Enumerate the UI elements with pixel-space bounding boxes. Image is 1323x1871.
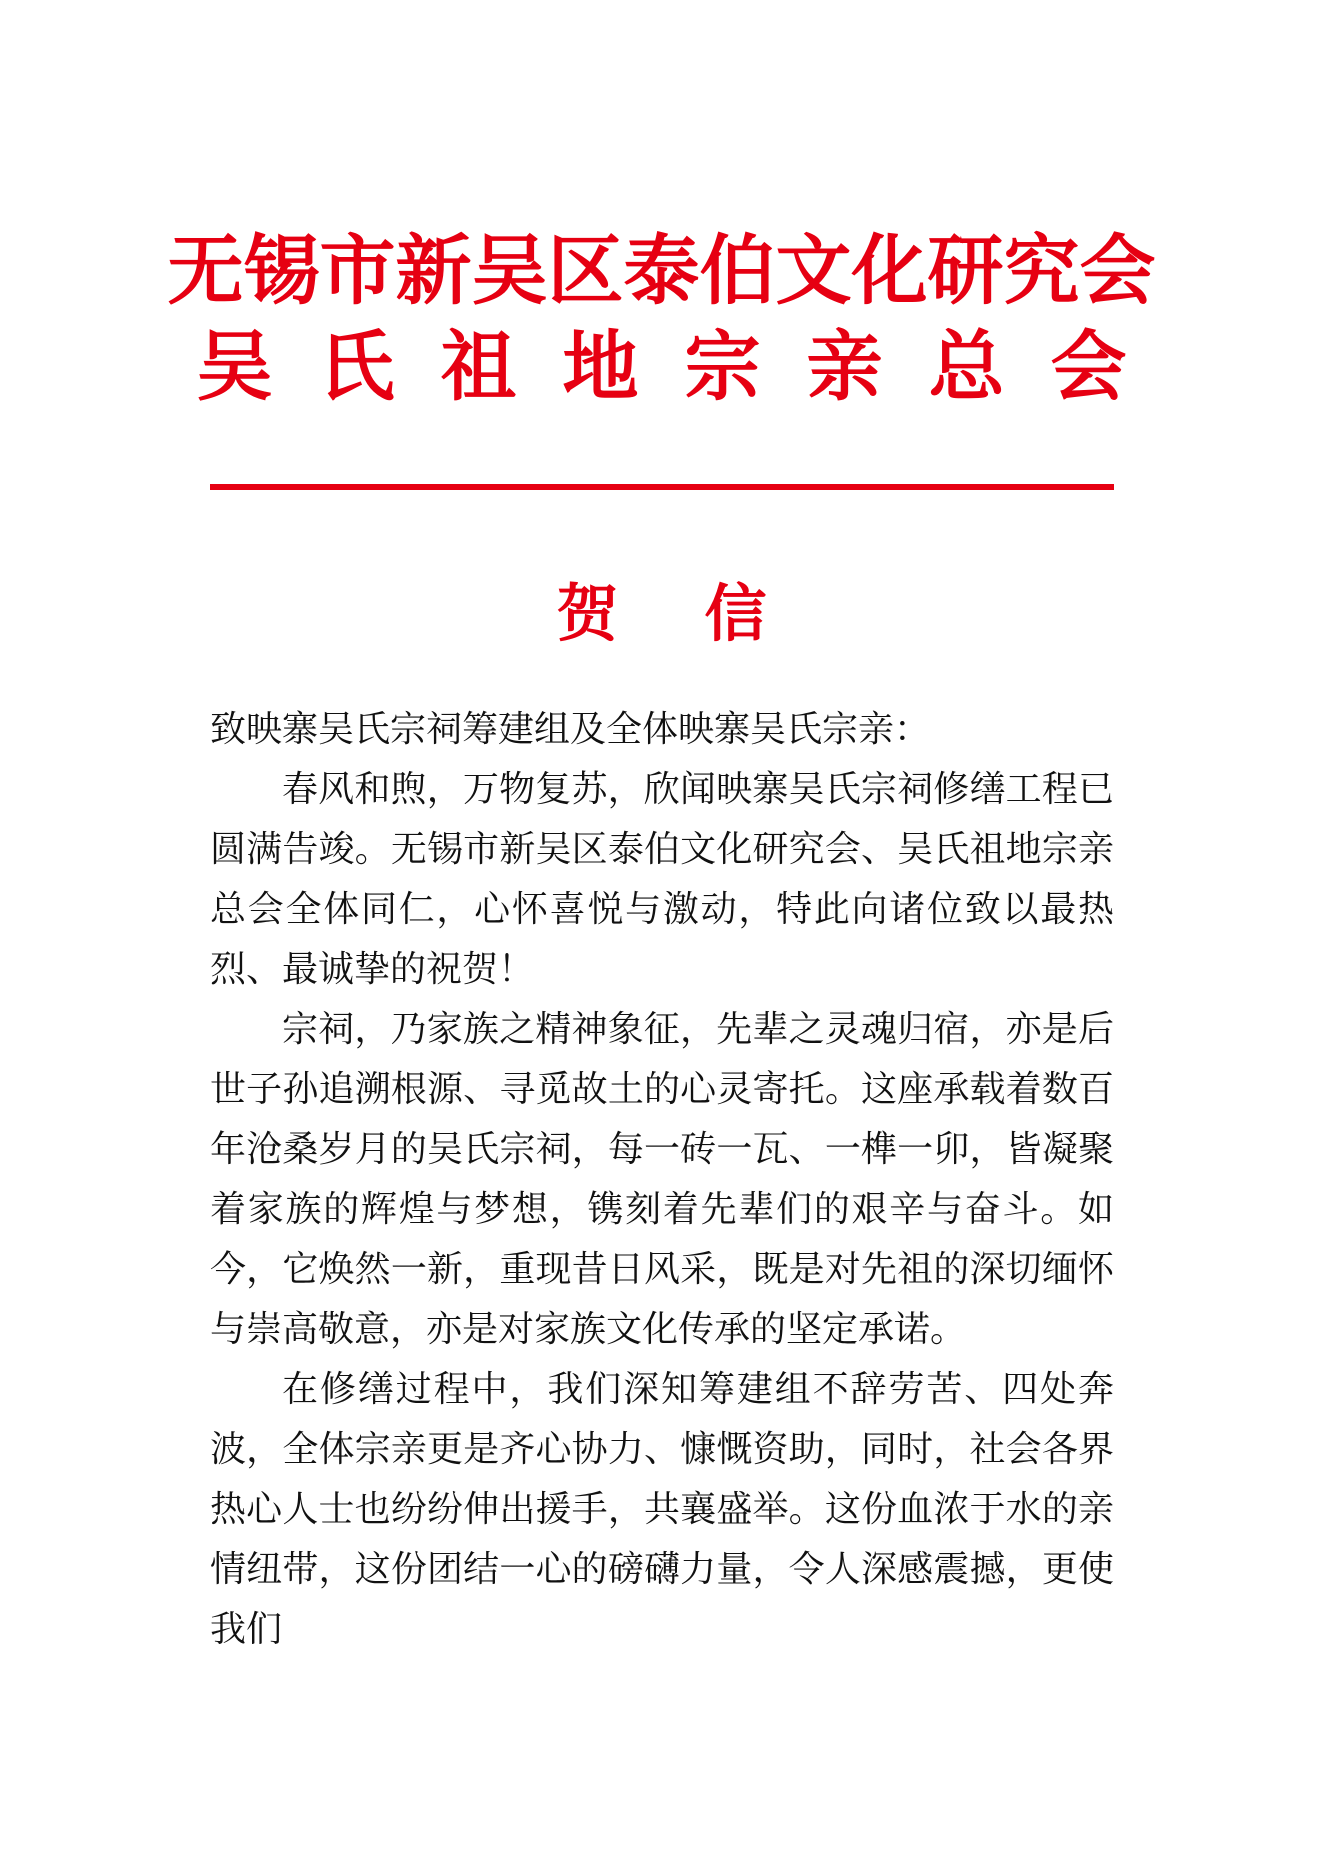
organization-name-line-1: 无锡市新吴区泰伯文化研究会	[167, 226, 1156, 315]
paragraph-2: 宗祠，乃家族之精神象征，先辈之灵魂归宿，亦是后世子孙追溯根源、寻觅故土的心灵寄托。这座承载着数百年沧桑岁月的吴氏宗祠，每一砖一瓦、一榫一卯，皆凝聚着家族的辉煌与梦想，镌刻着先辈们的艰辛与奋斗。如今，它焕然一新，重现昔日风采，既是对先祖的深切缅怀与崇高敬意，亦是对家族文化传承的坚定承诺。	[210, 1009, 1114, 1350]
letter-body	[210, 700, 1114, 1660]
paragraph-3: 在修缮过程中，我们深知筹建组不辞劳苦、四处奔波，全体宗亲更是齐心协力、慷慨资助，同时，社会各界热心人士也纷纷伸出援手，共襄盛举。这份血浓于水的亲情纽带，这份团结一心的磅礴力量，令人深感震撼，更使我们	[210, 1369, 1114, 1650]
salutation: 致映寨吴氏宗祠筹建组及全体映寨吴氏宗亲：	[210, 709, 931, 750]
letter-title: 贺信	[556, 577, 853, 650]
paragraph-1: 春风和煦，万物复苏，欣闻映寨吴氏宗祠修缮工程已圆满告竣。无锡市新吴区泰伯文化研究会、吴氏祖地宗亲总会全体同仁，心怀喜悦与激动，特此向诸位致以最热烈、最诚挚的祝贺！	[210, 769, 1114, 990]
header-divider-rule	[210, 484, 1114, 490]
organization-name-line-2: 吴氏祖地宗亲总会	[196, 322, 1173, 411]
